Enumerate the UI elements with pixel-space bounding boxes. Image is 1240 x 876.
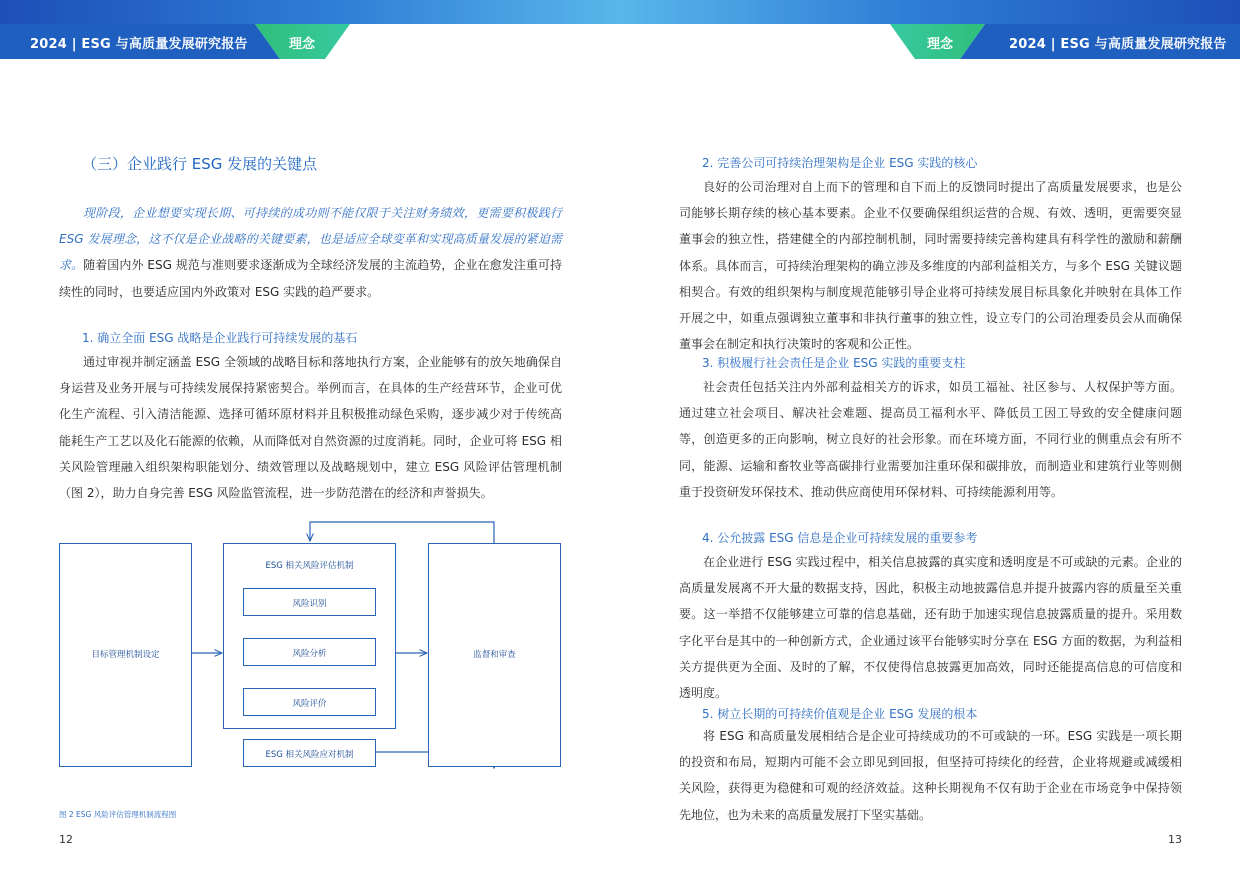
diagram-label-supervise: 监督和审查 <box>473 650 516 660</box>
header-title-left: 2024 | ESG 与高质量发展研究报告 <box>30 37 248 52</box>
subsection-1-title: 1. 确立全面 ESG 战略是企业践行可持续发展的基石 <box>82 331 358 345</box>
intro-lead: 现阶段，企业想要实现长期、可持续的成功则不能仅限于关注财务绩效，更需要积极践行 ESG 发展理念，这不仅是企业战略的关键要素，也是适应全球变革和实现高质量发展的紧迫需求。 <box>59 206 562 273</box>
subsection-4-body <box>679 549 1182 706</box>
figure-caption: 图 2 ESG 风险评估管理机制流程图 <box>59 810 177 819</box>
diagram-box-response <box>243 739 376 767</box>
header-tag-left: 理念 <box>289 37 316 52</box>
header-right <box>620 0 1240 59</box>
diagram-step-identify <box>243 588 376 616</box>
subsection-3-title: 3. 积极履行社会责任是企业 ESG 实践的重要支柱 <box>702 356 966 370</box>
diagram-box-goal <box>59 543 192 767</box>
subsection-4-title: 4. 公允披露 ESG 信息是企业可持续发展的重要参考 <box>702 531 978 545</box>
subsection-1-text: 通过审视并制定涵盖 ESG 全领域的战略目标和落地执行方案，企业能够有的放矢地确保自身运营及业务开展与可持续发展保持紧密契合。举例而言，在具体的生产经营环节，企业可优化生产流程、引入清洁能源、选择可循环原材料并且积极推动绿色采购，逐步减少对于传统高能耗生产工艺以及化石能源的依赖，从而降低对自然资源的过度消耗。同时，企业可将 ESG 相关风险管理融入组织架构职能划分、绩效管理以及战略规划中，建立 ESG 风险评估管理机制（图 2），助力自身完善 ESG 风险监管流程，进一步防范潜在的经济和声誉损失。 <box>59 355 562 501</box>
page-number-right: 13 <box>1168 833 1182 846</box>
subsection-4-text: 在企业进行 ESG 实践过程中，相关信息披露的真实度和透明度是不可或缺的元素。企业的高质量发展离不开大量的数据支持，因此，积极主动地披露信息并提升披露内容的质量至关重要。这一举措不仅能够建立可靠的信息基础，还有助于加速实现信息披露质量的提升。采用数字化平台是其中的一种创新方式，企业通过该平台能够实时分享在 ESG 方面的数据，为利益相关方提供更为全面、及时的了解，不仅使得信息披露更加高效，同时还能提高信息的可信度和透明度。 <box>679 555 1182 701</box>
diagram-box-supervise <box>428 543 561 767</box>
section-title: （三）企业践行 ESG 发展的关键点 <box>82 155 318 173</box>
subsection-3-text: 社会责任包括关注内外部利益相关方的诉求，如员工福祉、社区参与、人权保护等方面。通过建立社会项目、解决社会难题、提高员工福利水平、降低员工因工导致的安全健康问题等，创造更多的正向影响，树立良好的社会形象。而在环境方面，不同行业的侧重点会有所不同，能源、运输和畜牧业等高碳排行业需要加注重环保和碳排放，而制造业和建筑行业等则侧重于投资研发环保技术、推动供应商使用环保材料、可持续能源利用等。 <box>679 380 1182 499</box>
header-tag-right: 理念 <box>927 37 954 52</box>
diagram-label-response: ESG 相关风险应对机制 <box>265 750 354 760</box>
subsection-5-text: 将 ESG 和高质量发展相结合是企业可持续成功的不可或缺的一环。ESG 实践是一项长期的投资和布局，短期内可能不会立即见到回报，但坚持可持续化的经营，企业将规避或减缓相关风险，获得更为稳健和可观的经济效益。这种长期视角不仅有助于企业在市场竞争中保持领先地位，也为未来的高质量发展打下坚实基础。 <box>679 729 1182 822</box>
subsection-2-body <box>679 174 1182 357</box>
page-number-left: 12 <box>59 833 73 846</box>
subsection-2-title: 2. 完善公司可持续治理架构是企业 ESG 实践的核心 <box>702 156 978 170</box>
diagram-label-step1: 风险识别 <box>292 599 327 609</box>
subsection-5-body <box>679 723 1182 828</box>
diagram-label-step3: 风险评价 <box>292 699 327 709</box>
diagram-step-analyze <box>243 638 376 666</box>
diagram-label-step2: 风险分析 <box>292 649 327 659</box>
diagram-label-goal: 目标管理机制设定 <box>91 650 160 660</box>
intro-rest: 随着国内外 ESG 规范与准则要求逐渐成为全球经济发展的主流趋势，企业在愈发注重可持续性的同时，也要适应国内外政策对 ESG 实践的趋严要求。 <box>59 258 562 299</box>
diagram-step-evaluate <box>243 688 376 716</box>
diagram-label-mechanism: ESG 相关风险评估机制 <box>265 561 354 571</box>
subsection-2-text: 良好的公司治理对自上而下的管理和自下而上的反馈同时提出了高质量发展要求，也是公司能够长期存续的核心基本要素。企业不仅要确保组织运营的合规、有效、透明，更需要突显董事会的独立性，搭建健全的内部控制机制，同时需要持续完善构建具有科学性的激励和薪酬体系。具体而言，可持续治理架构的确立涉及多维度的内部利益相关方，与多个 ESG 关键议题相契合。有效的组织架构与制度规范能够引导企业将可持续发展目标具象化并映射在具体工作开展之中，如重点强调独立董事和非执行董事的独立性，设立专门的公司治理委员会从而确保董事会在制定和执行决策时的客观和公正性。 <box>679 180 1182 352</box>
subsection-5-title: 5. 树立长期的可持续价值观是企业 ESG 发展的根本 <box>702 707 978 721</box>
subsection-3-body <box>679 374 1182 505</box>
header-title-right: 2024 | ESG 与高质量发展研究报告 <box>1009 37 1227 52</box>
